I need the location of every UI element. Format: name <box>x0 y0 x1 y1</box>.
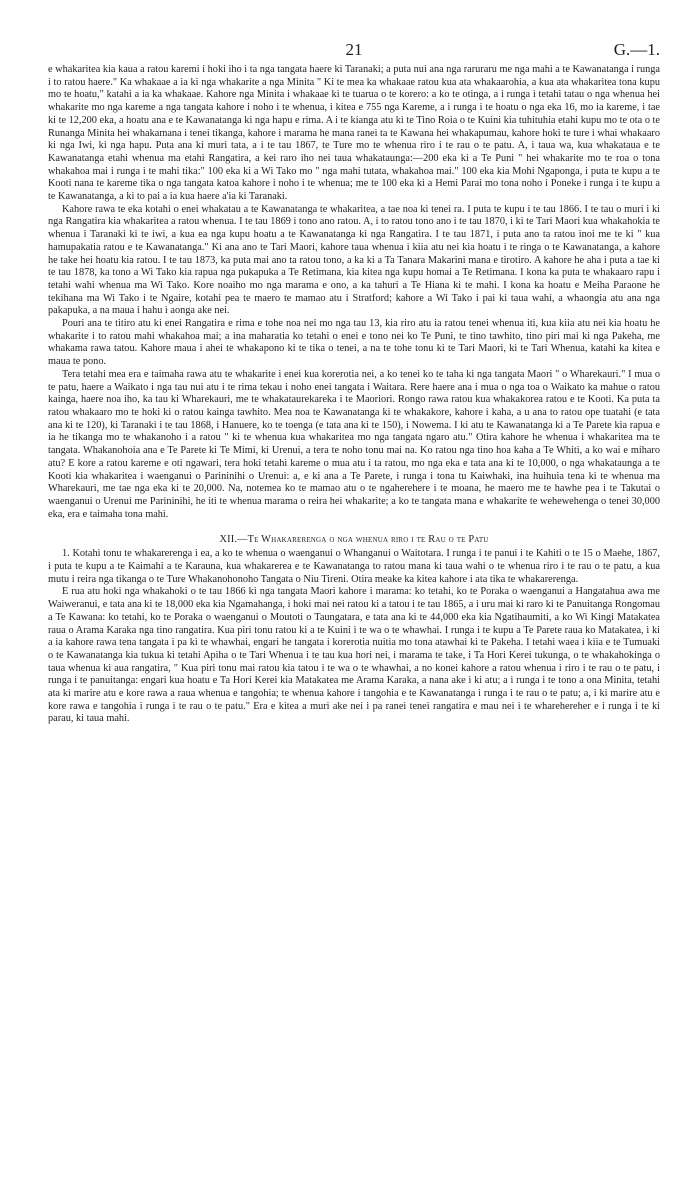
page-header <box>48 40 660 64</box>
section-heading <box>48 533 660 546</box>
paragraph: Tera tetahi mea era e taimaha rawa atu te whakarite i enei kua korerotia nei, a ko tenei ko te taha ki nga tangata Maori " o Wharekauri." I mua o te patu, haere a Waikato i nga tau nui atu i te rima tekau i noho enei tangata i Waitara. Rere haere ana i mua o nga toa o Waikato ka mahue o ratou kainga, haere noa iho, ka tau ki Wharekauri, me te whakataurekareka i te Maoriori. Rongo rawa ratou kua whakakorea ratou e te Kooti. Ka puta ta ratou whakaaro mo te hoki ki o ratou kainga tawhito. Mea noa te Kawanatanga ki te whakakore, kahore i kaha, a u ana to ratou ope tuatahi (e tata ana ki te 120), ki Taranaki i te tau 1868, i Hanuere, ko te toenga (e tata ana ki te 150), i Nowema. I ki atu te Kawanatanga ki a Te Parete kia rapua e ia he tikanga mo te whakanoho i a ratou " ki te whenua kua whakaritea mo nga tangata ngaro atu." Otira kahore he whenua i whakaritea ma te tangata. Whakanohoia ana e Te Parete ki Te Mimi, ki Urenui, a tera te noho tonu mai na. Ko ratou nga tino hoa kaha a Te Whiti, a ko wai e miharo atu? E kore a ratou kareme e oti ngawari, tera hoki tetahi kareme o mua atu i ta ratou, mo nga eka e tata ana ki te 10,000, o nga whakataunga a te Kooti kia whakaritea i waenganui o Parininihi o Urenui: a, e ki ana a Te Parete, i runga i tona tu Kaiwhaki, ina huihuia tena ki te whenua ma Wharekauri, me tae nga eka ki te 20,000. Na, notemea ko te mamao atu o te ngaherehere i te moana, he maero me te hawhe pea i te Takutai o waenganui o Urenui me Parininihi, he iti te whenua marama o reira hei whakarite; a ko te tangata mana e whakarite te wehewehenga o tenei 30,000 eka, era e taimaha tona mahi. <box>48 368 660 520</box>
paragraph: Pouri ana te titiro atu ki enei Rangatira e rima e tohe noa nei mo nga tau 13, kia riro atu ia ratou tenei whenua iti, kua kiia atu nei kia hoatu he whakarite i to ratou mahi whakahoa mai; a ina maharatia ko tetahi o enei e tono nei ko Te Puni, te tino tawhito, tino piri mai ki nga Pakeha, me whakama rawa tatou. Kahore maua i ahei te whakapono ki te tika o tenei, a na te tohe tonu ki te Tari Maori, ki te Tari Whenua, katahi ka kitea e maua te pono. <box>48 318 660 368</box>
paragraph: Kahore rawa te eka kotahi o enei whakatau a te Kawanatanga te whakaritea, a tae noa ki tenei ra. I puta te kupu i te tau 1866. I te tau o muri i ki nga Rangatira kia whakaritea a ratou whenua. I te tau 1869 i tono ano ratou. A, i to ratou tono ano i te tau 1870, i ki te Tari Maori kua whakahokia te whenua i Taranaki ki te iwi, a kua ea nga kupu hoatu a te Kawanatanga ki nga Rangatira. I te tau 1871, i puta ano ta ratou inoi me te ki " kua hamupakatia ratou e te Kawanatanga." Ki ana ano te Tari Maori, kahore taua whenua i kiia atu nei kia hoatu i te ringa o te Kawanatanga, a kahore he take hei hoatu kia ratou. I te tau 1873, ka puta mai ano ta ratou tono, a ka ki a Ta Tanara Makarini mana e tirotiro. A kahore he aha i puta a tae ki te tau 1878, ka tono a Wi Tako kia rapua nga pukapuka a Te Retimana, kia kitea nga kupu homai a Te Retimana. I kona ka puta te whakaaro rapu i tetahi wahi whenua ma Wi Tako. Kore noaiho mo nga marama e ono, a ka tahuri a Te Hiana ki te mahi. I kona ka hoatu e Meiha Paraone he tekihana ma Wi Tako i te Ngaire, kotahi pea te maero te mamao atu i Stratford; kahore a Wi Tako i pai ki taua wahi, a whaongia atu ana nga pakapuka, a na maua i hahu i aonga ake nei. <box>48 203 660 317</box>
paragraph: 1. Kotahi tonu te whakarerenga i ea, a ko te whenua o waenganui o Whanganui o Waitotara. I runga i te panui i te Kahiti o te 15 o Maehe, 1867, i puta te kupu a te Kaimahi a te Karauna, kua whakarerea e te Kawanatanga to ratou mana ki taua wahi o te whenua riro i te rau o te patu, a kua mutu i reira nga tikanga o te Ture Whakanohonoho Tangata o Niu Tireni. Otira meake ka kitea kahore i ata tika te whakarerenga. <box>48 548 660 585</box>
paragraph: E rua atu hoki nga whakahoki o te tau 1866 ki nga tangata Maori kahore i marama: ko tetahi, ko te Poraka o waenganui a Hangatahua awa me Waiweranui, e tata ana ki te 18,000 eka kia Ngamahanga, i hoki mai nei ratou ki a tatou i te tau 1865, a i uru mai ki raro ki te Panuitanga Rongomau a Te Kawana: ko tetahi, ko te Poraka o waenganui o Moutoti o Taungatara, e tata ana ki te 44,000 eka kia Ngatihaumiti, a ko Wi Kingi Matakatea raua o Arama Karaka nga tino rangatira. Kua piri tonu ratou ki a te Kuini i te wa o te whawhai. I runga i te kupu a Te Parete raua ko Matakatea, i ki a ia kahore rawa tena tangata i pa ki te whawhai, engari he tangata i korerotia nuitia mo tona atawhai ki te Pakeha. I tetahi waea i kiia e te Tumuaki o te Kawanatanga kia tukua ki tetahi Apiha o te Tari Whenua i te tau kua hori nei, i marama te take, i Ta Hori Kerei tukunga, o te whakahokinga o taua whenua ki aua rangatira, " Kua piri tonu mai ratou kia tatou i te wa o te whawhai, a no konei kahore a ratou whenua i riro i te rau o te patu, i runga i te panuitanga: engari kua hoatu e Ta Hori Kerei kia Matakatea me Arama Karaka, a nana ake i ki atu; a i runga i te tono a ona Minita, tetahi ata ki marire atu e kore rawa a raua whenua e tangohia; te whenua kahore i tangohia e te Kawanatanga i runga i te rau o te patu; a, i ki marire atu e kore rawa e tangohia i runga i te rau o te patu." Era e kitea a muri ake nei i pa ranei tenei rangatira e mau nei i te wharehereher e i runga i te ki parau, ki taua mahi. <box>48 586 660 725</box>
body-text <box>48 64 660 726</box>
section-title: Te Whakarerenga o nga whenua riro i te Rau o te Patu <box>247 534 489 546</box>
document-page <box>48 40 660 726</box>
page-number: 21 <box>345 40 363 59</box>
document-reference: G.—1. <box>613 40 660 59</box>
section-number: XII.— <box>219 534 248 546</box>
paragraph: e whakaritea kia kaua a ratou karemi i hoki iho i ta nga tangata haere ki Taranaki; a puta nui ana nga raruraru me nga mahi a te Kawanatanga i runga i to ratou haere." Ka whakaae a ia ki nga whakarite a nga Minita " Ki te mea ka whakaae ratou kua ata whakaarohia, a kua ata whakaritea tona kupu mo te hoatu," katahi a ia ka whakaae. Kahore nga Minita i whakaae ki te tuarua o te korero: a ko te otinga, a i runga i tetahi tatau o nga whenua hei whakarite mo nga kareme a nga tangata kahore i noho i te whenua, i kitea e 755 nga Kareme, a i runga i te hoatu o nga eka 16, mo ia kareme, i tae ki te 12,200 eka, a hoatu ana e te Kawanatanga ki nga hapu e rima. A i te kianga atu ki te Tino Roia o te Kuini kia tuhituhia etahi kupu mo te ota o te Runanga Minita hei whakamana i tenei tikanga, kahore i marama he mana ranei ta te Kawana hei whakapumau, kahore hoki te ture i whai whakaaro ki nga Iwi, ki nga hapu. Puta ana ki muri tata, a i te tau 1867, te Ture mo te whenua riro i te rau o te patu. A, i taua wa, kua whakataua e te Kawanatanga etahi whenua ma etahi Rangatira, a kei raro iho nei taua whakataunga:—200 eka ki a Te Puni " hei whakarite mo te roa o tona whakahoa mai i runga i te mahi tika:" 100 eka ki a Wi Tako mo " nga mahi tutata, whakahoa mai." 100 eka kia Mohi Ngaponga, i puta te kupu a te Kooti nana te kareme tika o nga tangata katoa kahore i noho i te whenua; me te 100 eka ki a Hemi Parai mo tona noho i Poneke i runga i te kupu a te Kawanatanga, a ki to pai a ia kua haere a'ia ki Taranaki. <box>48 64 660 203</box>
